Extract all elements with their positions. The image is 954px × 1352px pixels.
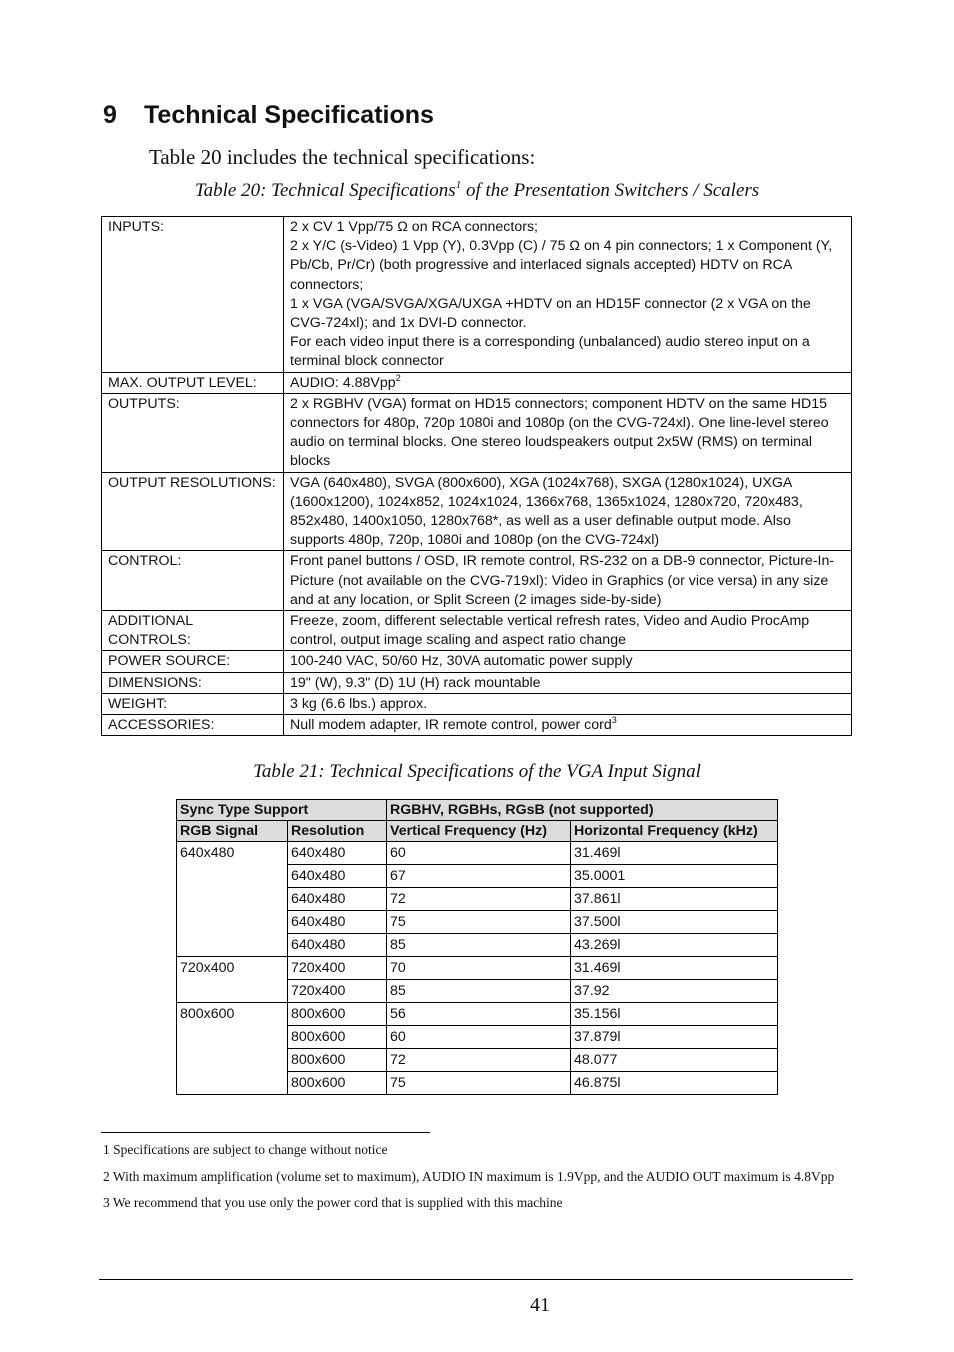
resolution-cell: 720x400 (288, 980, 387, 1003)
spec-value-text: 3 kg (6.6 lbs.) approx. (290, 695, 428, 712)
footnote-2: 2 With maximum amplification (volume set to maximum), AUDIO IN maximum is 1.9Vpp, and the AUDIO OUT maximum is 4.8Vpp (103, 1168, 835, 1184)
column-header: Resolution (288, 821, 387, 842)
footnotes (103, 1137, 855, 1217)
spec-label: OUTPUTS: (102, 393, 284, 472)
footnote-separator (101, 1132, 430, 1133)
spec-value (284, 672, 852, 693)
resolution-cell: 640x480 (288, 888, 387, 911)
vertical-frequency-cell: 67 (387, 865, 571, 888)
spec-value-line: 2 x CV 1 Vpp/75 Ω on RCA connectors; (290, 219, 538, 235)
spec-value-line: 2 x Y/C (s-Video) 1 Vpp (Y), 0.3Vpp (C) / 75 Ω on 4 pin connectors; 1 x Component (Y, Pb/Cb, Pr/Cr) (both progressive and interlaced signals accepted) HDTV on RCA connectors; (290, 238, 833, 293)
spec-value (284, 611, 852, 651)
spec-value (284, 472, 852, 551)
rgb-signal-cell: 800x600 (177, 1003, 288, 1095)
resolution-cell: 800x600 (288, 1049, 387, 1072)
footnote-3: 3 We recommend that you use only the power cord that is supplied with this machine (103, 1195, 563, 1210)
spec-value-line: 1 x VGA (VGA/SVGA/XGA/UXGA +HDTV on an HD15F connector (2 x VGA on the CVG-724xl); and 1x DVI-D connector. (290, 295, 811, 332)
horizontal-frequency-cell: 31.469l (571, 957, 778, 980)
spec-label: ACCESSORIES: (102, 715, 284, 736)
table-row (177, 842, 778, 865)
resolution-cell: 640x480 (288, 911, 387, 934)
spec-row (102, 372, 852, 393)
spec-label: DIMENSIONS: (102, 672, 284, 693)
spec-row (102, 715, 852, 736)
resolution-cell: 640x480 (288, 842, 387, 865)
section-title: Technical Specifications (144, 101, 434, 129)
sync-type-value: RGBHV, RGBHs, RGsB (not supported) (387, 800, 778, 821)
column-header: Vertical Frequency (Hz) (387, 821, 571, 842)
spec-value-text: Null modem adapter, IR remote control, power cord (290, 717, 612, 734)
table21-caption: Table 21: Technical Specifications of the VGA Input Signal (253, 761, 701, 782)
vertical-frequency-cell: 60 (387, 1026, 571, 1049)
spec-label: CONTROL: (102, 551, 284, 611)
spec-value (284, 217, 852, 373)
spec-row (102, 472, 852, 551)
footnote-ref: 3 (611, 715, 617, 726)
horizontal-frequency-cell: 46.875l (571, 1072, 778, 1095)
spec-value (284, 715, 852, 736)
column-header-row (177, 821, 778, 842)
rgb-signal-cell: 640x480 (177, 842, 288, 957)
resolution-cell: 640x480 (288, 865, 387, 888)
spec-value-text: Freeze, zoom, different selectable vertical refresh rates, Video and Audio ProcAmp control, output image scaling and aspect ratio change (290, 613, 810, 649)
spec-row (102, 393, 852, 472)
horizontal-frequency-cell: 37.500l (571, 911, 778, 934)
horizontal-frequency-cell: 37.879l (571, 1026, 778, 1049)
table20-caption-footnote-ref: 1 (455, 179, 462, 191)
table-row (177, 957, 778, 980)
vertical-frequency-cell: 85 (387, 980, 571, 1003)
horizontal-frequency-cell: 48.077 (571, 1049, 778, 1072)
spec-label: WEIGHT: (102, 693, 284, 714)
horizontal-frequency-cell: 43.269l (571, 934, 778, 957)
spec-value-text: 19" (W), 9.3" (D) 1U (H) rack mountable (290, 674, 541, 691)
vertical-frequency-cell: 72 (387, 888, 571, 911)
spec-row (102, 217, 852, 373)
spec-label: OUTPUT RESOLUTIONS: (102, 472, 284, 551)
spec-value-text: VGA (640x480), SVGA (800x600), XGA (1024x768), SXGA (1280x1024), UXGA (1600x1200), 1024x852, 1024x1024, 1366x768, 1365x1024, 1280x720, 720x483, 852x480, 1400x1050, 1280x768*, as well as a user definable output mode. Also supports 480p, 720p, 1080i and 1080p (on the CVG-724xl) (290, 474, 803, 549)
table20-caption-text-end: of the Presentation Switchers / Scalers (461, 180, 760, 201)
page-number: 41 (530, 1294, 550, 1316)
spec-value-text: 2 x RGBHV (VGA) format on HD15 connectors; component HDTV on the same HD15 connectors for 480p, 720p 1080i and 1080p (on the CVG-724xl). One line-level stereo audio on terminal blocks. One stereo loudspeakers output 2x5W (RMS) on terminal blocks (290, 395, 829, 470)
spec-row (102, 551, 852, 611)
table-row (177, 1003, 778, 1026)
section-heading (103, 101, 434, 130)
spec-value (284, 551, 852, 611)
vertical-frequency-cell: 72 (387, 1049, 571, 1072)
spec-value (284, 651, 852, 672)
spec-label: POWER SOURCE: (102, 651, 284, 672)
spec-row (102, 651, 852, 672)
intro-paragraph: Table 20 includes the technical specifications: (149, 145, 536, 169)
spec-row (102, 611, 852, 651)
horizontal-frequency-cell: 37.92 (571, 980, 778, 1003)
table20-caption-text: Table 20: Technical Specifications (194, 180, 456, 201)
spec-value-line: For each video input there is a corresponding (unbalanced) audio stereo input on a terminal block connector (290, 334, 810, 370)
resolution-cell: 720x400 (288, 957, 387, 980)
spec-row (102, 693, 852, 714)
horizontal-frequency-cell: 31.469l (571, 842, 778, 865)
footer-rule (99, 1279, 853, 1280)
spec-label: ADDITIONAL CONTROLS: (102, 611, 284, 651)
sync-type-label: Sync Type Support (177, 800, 387, 821)
horizontal-frequency-cell: 35.156l (571, 1003, 778, 1026)
vertical-frequency-cell: 70 (387, 957, 571, 980)
spec-label: MAX. OUTPUT LEVEL: (102, 372, 284, 393)
spec-value (284, 393, 852, 472)
spec-row (102, 672, 852, 693)
spec-value (284, 372, 852, 393)
footnote-1: 1 Specifications are subject to change without notice (103, 1142, 388, 1157)
column-header: Horizontal Frequency (kHz) (571, 821, 778, 842)
footnote-ref: 2 (395, 372, 401, 383)
horizontal-frequency-cell: 35.0001 (571, 865, 778, 888)
vertical-frequency-cell: 75 (387, 911, 571, 934)
spec-value-text: AUDIO: 4.88Vpp (290, 374, 396, 391)
spec-value (284, 693, 852, 714)
resolution-cell: 800x600 (288, 1003, 387, 1026)
specifications-table (101, 216, 852, 736)
section-number: 9 (103, 101, 117, 129)
rgb-signal-cell: 720x400 (177, 957, 288, 1003)
column-header: RGB Signal (177, 821, 288, 842)
vertical-frequency-cell: 56 (387, 1003, 571, 1026)
resolution-cell: 800x600 (288, 1072, 387, 1095)
horizontal-frequency-cell: 37.861l (571, 888, 778, 911)
vertical-frequency-cell: 60 (387, 842, 571, 865)
spec-label: INPUTS: (102, 217, 284, 373)
vertical-frequency-cell: 85 (387, 934, 571, 957)
spec-value-text: Front panel buttons / OSD, IR remote control, RS-232 on a DB-9 connector, Picture-In-Picture (not available on the CVG-719xl): Video in Graphics (or vice versa) in any size and at any location, or Split Screen (2 images side-by-side) (290, 553, 835, 608)
resolution-cell: 800x600 (288, 1026, 387, 1049)
resolution-cell: 640x480 (288, 934, 387, 957)
sync-type-row (177, 800, 778, 821)
vertical-frequency-cell: 75 (387, 1072, 571, 1095)
vga-input-signal-table (176, 799, 778, 1095)
spec-value-text: 100-240 VAC, 50/60 Hz, 30VA automatic power supply (290, 653, 633, 670)
table20-caption (0, 180, 954, 202)
